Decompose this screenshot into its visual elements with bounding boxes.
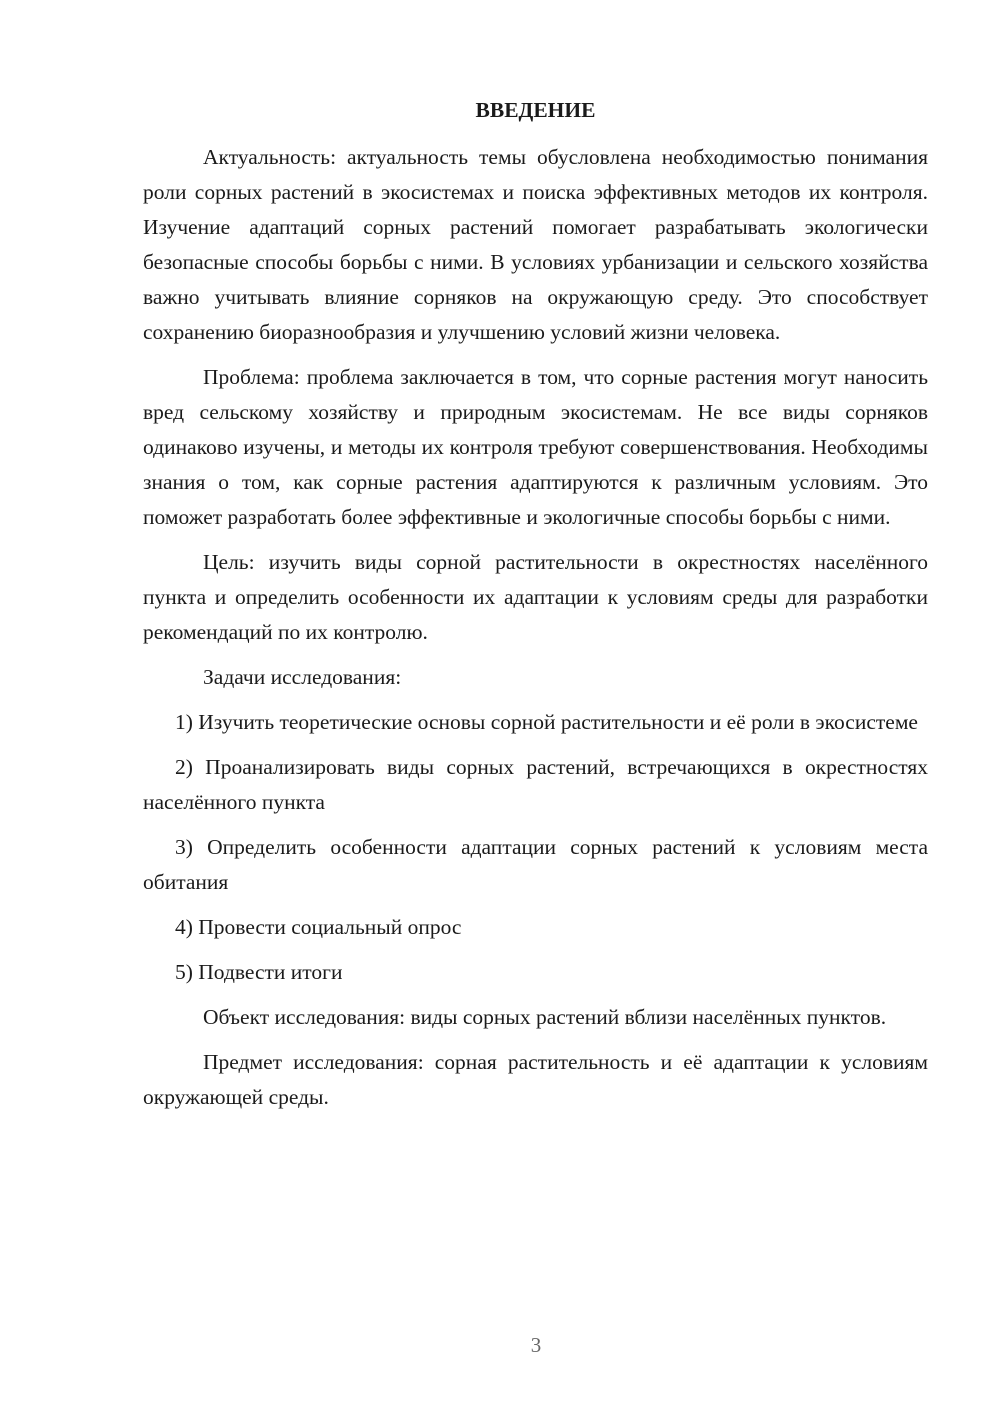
paragraph-goal: Цель: изучить виды сорной растительности в окрестностях населённого пункта и определить особенности их адаптации к условиям среды для разработки рекомендаций по их контролю. <box>143 550 928 644</box>
document-page <box>143 93 928 1125</box>
paragraph-relevance: Актуальность: актуальность темы обусловлена необходимостью понимания роли сорных растений в экосистемах и поиска эффективных методов их контроля. Изучение адаптаций сорных растений помогает разрабатывать экологически безопасные способы борьбы с ними. В условиях урбанизации и сельского хозяйства важно учитывать влияние сорняков на окружающую среду. Это способствует сохранению биоразнообразия и улучшению условий жизни человека. <box>143 145 928 344</box>
page-number: 3 <box>530 1333 542 1357</box>
paragraph-problem: Проблема: проблема заключается в том, что сорные растения могут наносить вред сельскому хозяйству и природным экосистемам. Не все виды сорняков одинаково изучены, и методы их контроля требуют совершенствования. Необходимы знания о том, как сорные растения адаптируются к различным условиям. Это поможет разработать более эффективные и экологичные способы борьбы с ними. <box>143 365 928 529</box>
task-item-2: 2) Проанализировать виды сорных растений, встречающихся в окрестностях населённого пункта <box>143 755 928 814</box>
task-item-1: 1) Изучить теоретические основы сорной растительности и её роли в экосистеме <box>175 710 918 734</box>
tasks-heading: Задачи исследования: <box>203 665 402 689</box>
task-item-4: 4) Провести социальный опрос <box>175 915 462 939</box>
task-item-3: 3) Определить особенности адаптации сорных растений к условиям места обитания <box>143 835 928 894</box>
paragraph-subject: Предмет исследования: сорная растительность и её адаптации к условиям окружающей среды. <box>143 1050 928 1109</box>
paragraph-object: Объект исследования: виды сорных растений вблизи населённых пунктов. <box>203 1005 887 1029</box>
page-title: ВВЕДЕНИЕ <box>475 98 596 122</box>
task-item-5: 5) Подвести итоги <box>175 960 343 984</box>
